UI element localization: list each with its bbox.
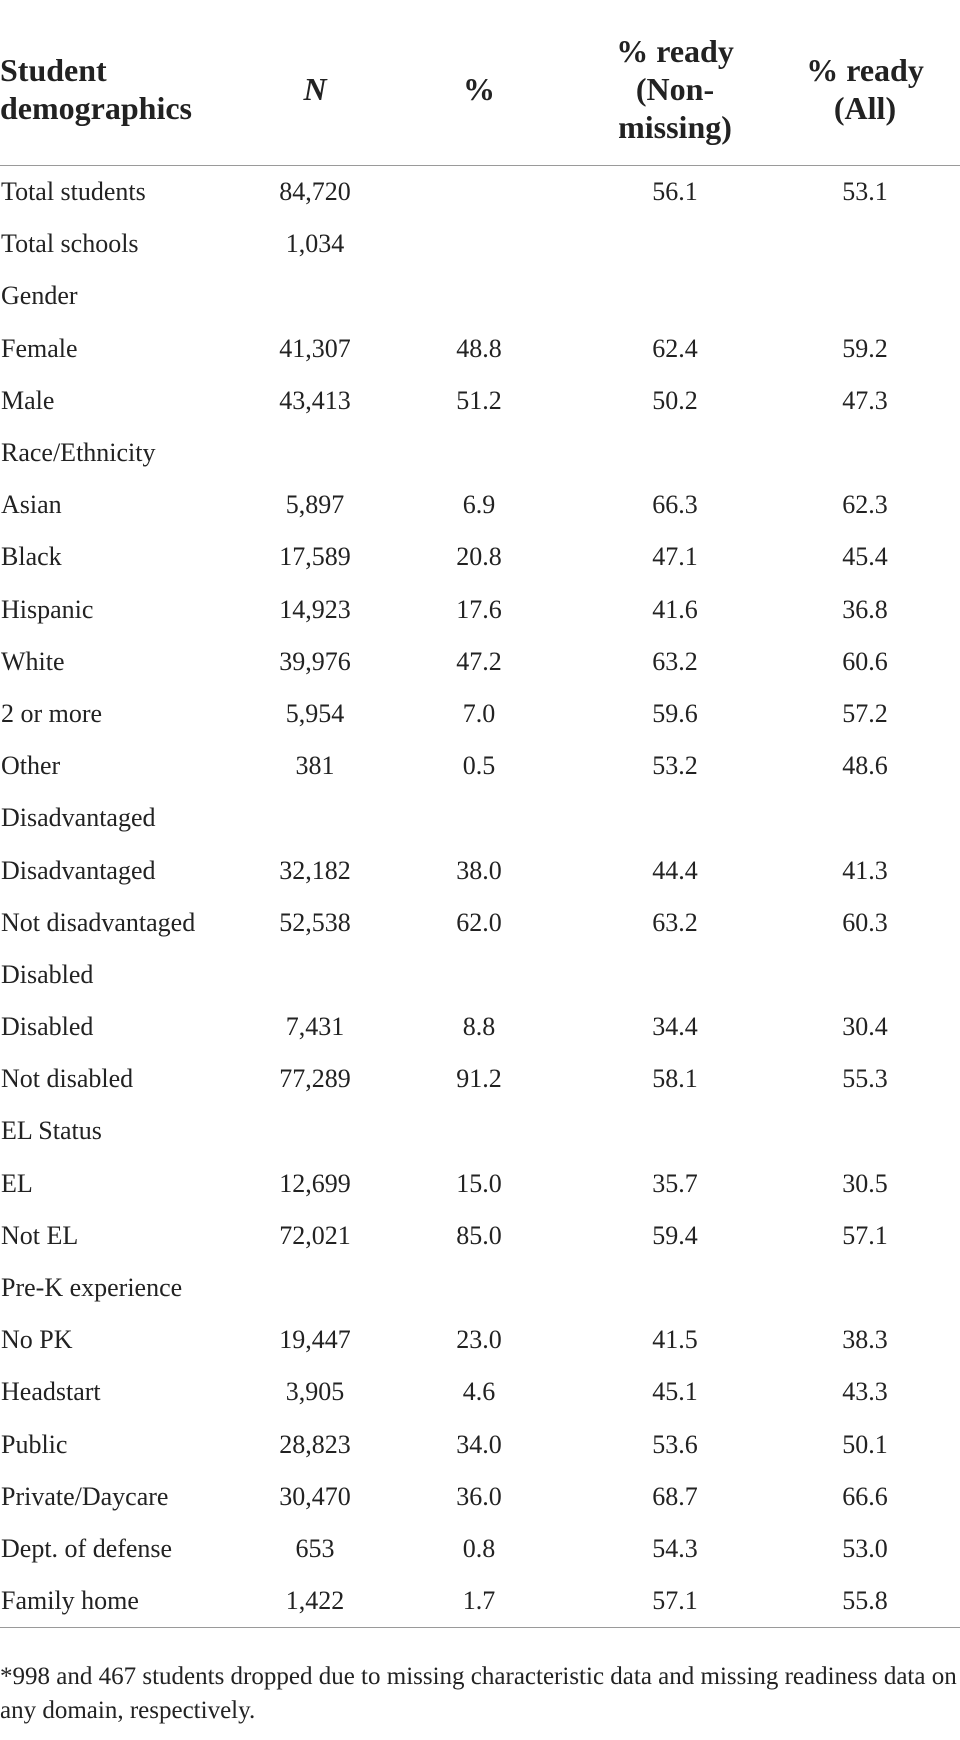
percent-cell: 47.2: [456, 646, 502, 676]
table-row: [0, 897, 960, 949]
percent-cell: [406, 1262, 570, 1314]
ready-all-cell: 53.1: [842, 177, 888, 207]
percent-cell: 23.0: [456, 1325, 502, 1355]
table-row: [0, 584, 960, 636]
ready-all-cell: [770, 1262, 960, 1314]
table-row: [0, 166, 960, 219]
table-row: [0, 375, 960, 427]
row-label-cell: EL: [1, 1168, 33, 1198]
table-row: [0, 479, 960, 531]
ready-all-cell: 45.4: [842, 542, 888, 572]
row-label-cell: Female: [1, 333, 78, 363]
row-label-cell: White: [1, 646, 65, 676]
n-cell: 28,823: [279, 1429, 351, 1459]
table-row: [0, 688, 960, 740]
ready-all-cell: 50.1: [842, 1429, 888, 1459]
row-label-cell: EL Status: [1, 1116, 102, 1146]
header-percent: %: [406, 12, 570, 166]
ready-all-cell: 36.8: [842, 594, 888, 624]
n-cell: 12,699: [279, 1168, 351, 1198]
ready-nonmissing-cell: 66.3: [652, 490, 698, 520]
n-cell: [260, 1105, 406, 1157]
table-row: [0, 427, 960, 479]
row-label-cell: Not disabled: [1, 1064, 134, 1094]
row-label-cell: Disadvantaged: [1, 855, 156, 885]
percent-cell: 7.0: [462, 698, 496, 728]
table-row: [0, 1419, 960, 1471]
n-cell: [260, 949, 406, 1001]
row-label-cell: Pre-K experience: [1, 1273, 183, 1303]
table-row: [0, 1575, 960, 1628]
percent-cell: [406, 270, 570, 322]
percent-cell: 36.0: [456, 1481, 502, 1511]
percent-cell: 4.6: [462, 1377, 496, 1407]
table-row: [0, 792, 960, 844]
ready-nonmissing-cell: 41.5: [652, 1325, 698, 1355]
percent-cell: 20.8: [456, 542, 502, 572]
ready-all-cell: 43.3: [842, 1377, 888, 1407]
row-label-cell: Other: [1, 751, 61, 781]
ready-all-cell: 60.6: [842, 646, 888, 676]
ready-all-cell: 55.3: [842, 1064, 888, 1094]
table-header: [0, 12, 960, 166]
ready-all-cell: 60.3: [842, 907, 888, 937]
percent-cell: 17.6: [456, 594, 502, 624]
percent-cell: 91.2: [456, 1064, 502, 1094]
n-cell: 381: [295, 751, 335, 781]
percent-cell: 6.9: [462, 490, 496, 520]
row-label-cell: Not EL: [1, 1220, 79, 1250]
row-label-cell: No PK: [1, 1325, 73, 1355]
percent-cell: 51.2: [456, 385, 502, 415]
n-cell: 1,422: [260, 1575, 406, 1628]
row-label-cell: Male: [1, 385, 55, 415]
percent-cell: [406, 792, 570, 844]
n-cell: 5,897: [285, 490, 345, 520]
ready-all-cell: 38.3: [842, 1325, 888, 1355]
n-cell: 14,923: [279, 594, 351, 624]
ready-nonmissing-cell: [570, 1262, 770, 1314]
ready-all-cell: [770, 949, 960, 1001]
percent-cell: 38.0: [456, 855, 502, 885]
n-cell: 32,182: [279, 855, 351, 885]
table-row: [0, 1471, 960, 1523]
table-row: [0, 1523, 960, 1575]
n-cell: 77,289: [279, 1064, 351, 1094]
ready-nonmissing-cell: 62.4: [652, 333, 698, 363]
row-label-cell: Gender: [1, 281, 78, 311]
percent-cell: 8.8: [462, 1012, 496, 1042]
table-row: [0, 1210, 960, 1262]
ready-all-cell: [770, 792, 960, 844]
percent-cell: 1.7: [406, 1575, 570, 1628]
table-row: [0, 740, 960, 792]
ready-all-cell: [770, 1105, 960, 1157]
ready-nonmissing-cell: [570, 218, 770, 270]
ready-all-cell: 62.3: [842, 490, 888, 520]
ready-all-cell: [770, 270, 960, 322]
percent-cell: 62.0: [456, 907, 502, 937]
table-row: [0, 1053, 960, 1105]
ready-nonmissing-cell: 41.6: [652, 594, 698, 624]
ready-all-cell: 59.2: [842, 333, 888, 363]
footnote: *998 and 467 students dropped due to missing characteristic data and missing readiness data on any domain, respectively.: [0, 1663, 957, 1724]
ready-nonmissing-cell: 45.1: [652, 1377, 698, 1407]
ready-nonmissing-cell: 53.6: [652, 1429, 698, 1459]
percent-cell: [406, 218, 570, 270]
percent-cell: 34.0: [456, 1429, 502, 1459]
table-row: [0, 844, 960, 896]
table-body: [0, 166, 960, 1628]
ready-nonmissing-cell: 53.2: [652, 751, 698, 781]
n-cell: [260, 792, 406, 844]
row-label-cell: Total schools: [1, 229, 139, 259]
ready-all-cell: 55.8: [770, 1575, 960, 1628]
table-row: [0, 1158, 960, 1210]
percent-cell: [406, 166, 570, 219]
ready-nonmissing-cell: [570, 1105, 770, 1157]
table-row: [0, 1105, 960, 1157]
ready-nonmissing-cell: 50.2: [652, 385, 698, 415]
row-label-cell: Disabled: [1, 1012, 94, 1042]
table-row: [0, 218, 960, 270]
header-row: [0, 12, 960, 166]
table-row: [0, 323, 960, 375]
n-cell: [260, 427, 406, 479]
percent-cell: 85.0: [456, 1220, 502, 1250]
n-cell: 52,538: [279, 907, 351, 937]
ready-all-cell: 57.2: [842, 698, 888, 728]
ready-nonmissing-cell: 54.3: [652, 1533, 698, 1563]
row-label-cell: Not disadvantaged: [1, 907, 196, 937]
row-label-cell: Disabled: [1, 959, 94, 989]
percent-cell: [406, 949, 570, 1001]
table-row: [0, 1366, 960, 1418]
ready-nonmissing-cell: 63.2: [652, 907, 698, 937]
n-cell: [260, 1262, 406, 1314]
ready-nonmissing-cell: 59.6: [652, 698, 698, 728]
ready-nonmissing-cell: 57.1: [570, 1575, 770, 1628]
ready-nonmissing-cell: 56.1: [652, 177, 698, 207]
n-cell: 30,470: [279, 1481, 351, 1511]
n-cell: 41,307: [279, 333, 351, 363]
row-label-cell: 2 or more: [1, 698, 103, 728]
row-label-cell: Private/Daycare: [1, 1481, 169, 1511]
ready-all-cell: 47.3: [842, 385, 888, 415]
ready-all-cell: [770, 218, 960, 270]
n-cell: 43,413: [279, 385, 351, 415]
n-cell: 5,954: [285, 698, 345, 728]
row-label-cell: Dept. of defense: [1, 1533, 173, 1563]
row-label-cell: Race/Ethnicity: [1, 438, 156, 468]
ready-all-cell: 66.6: [842, 1481, 888, 1511]
row-label-cell: Total students: [1, 177, 146, 207]
row-label-cell: Headstart: [1, 1377, 101, 1407]
row-label-cell: Black: [1, 542, 62, 572]
ready-nonmissing-cell: [570, 949, 770, 1001]
table-row: [0, 1314, 960, 1366]
ready-nonmissing-cell: 34.4: [652, 1012, 698, 1042]
ready-all-cell: 41.3: [842, 855, 888, 885]
percent-cell: 0.8: [462, 1533, 496, 1563]
percent-cell: 0.5: [462, 751, 496, 781]
ready-all-cell: [770, 427, 960, 479]
table-row: [0, 949, 960, 1001]
table-row: [0, 636, 960, 688]
demographics-table: [0, 12, 960, 1628]
header-percent-ready-all: % ready (All): [770, 12, 960, 166]
ready-all-cell: 30.5: [842, 1168, 888, 1198]
ready-all-cell: 30.4: [842, 1012, 888, 1042]
ready-nonmissing-cell: 58.1: [652, 1064, 698, 1094]
header-percent-ready-nonmissing: % ready (Non- missing): [570, 12, 770, 166]
percent-cell: [406, 427, 570, 479]
row-label-cell: Family home: [0, 1575, 260, 1628]
n-cell: 7,431: [285, 1012, 345, 1042]
ready-nonmissing-cell: [570, 270, 770, 322]
ready-nonmissing-cell: [570, 427, 770, 479]
row-label-cell: Public: [1, 1429, 68, 1459]
ready-nonmissing-cell: 68.7: [652, 1481, 698, 1511]
n-cell: [260, 270, 406, 322]
ready-nonmissing-cell: 47.1: [652, 542, 698, 572]
ready-nonmissing-cell: 44.4: [652, 855, 698, 885]
n-cell: 19,447: [279, 1325, 351, 1355]
ready-all-cell: 53.0: [842, 1533, 888, 1563]
percent-cell: 15.0: [456, 1168, 502, 1198]
table-row: [0, 270, 960, 322]
ready-nonmissing-cell: 35.7: [652, 1168, 698, 1198]
table-row: [0, 1001, 960, 1053]
n-cell: 72,021: [279, 1220, 351, 1250]
row-label-cell: Hispanic: [1, 594, 94, 624]
n-cell: 84,720: [279, 177, 351, 207]
row-label-cell: Asian: [1, 490, 62, 520]
n-cell: 39,976: [279, 646, 351, 676]
header-student-demographics: Student demographics: [0, 12, 260, 166]
n-cell: 1,034: [285, 229, 345, 259]
percent-cell: [406, 1105, 570, 1157]
ready-nonmissing-cell: 63.2: [652, 646, 698, 676]
n-cell: 653: [295, 1533, 335, 1563]
table-row: [0, 1262, 960, 1314]
percent-cell: 48.8: [456, 333, 502, 363]
ready-all-cell: 57.1: [842, 1220, 888, 1250]
ready-all-cell: 48.6: [842, 751, 888, 781]
ready-nonmissing-cell: 59.4: [652, 1220, 698, 1250]
table-row: [0, 531, 960, 583]
n-cell: 17,589: [279, 542, 351, 572]
row-label-cell: Disadvantaged: [1, 803, 156, 833]
n-cell: 3,905: [285, 1377, 345, 1407]
ready-nonmissing-cell: [570, 792, 770, 844]
header-n: N: [260, 12, 406, 166]
